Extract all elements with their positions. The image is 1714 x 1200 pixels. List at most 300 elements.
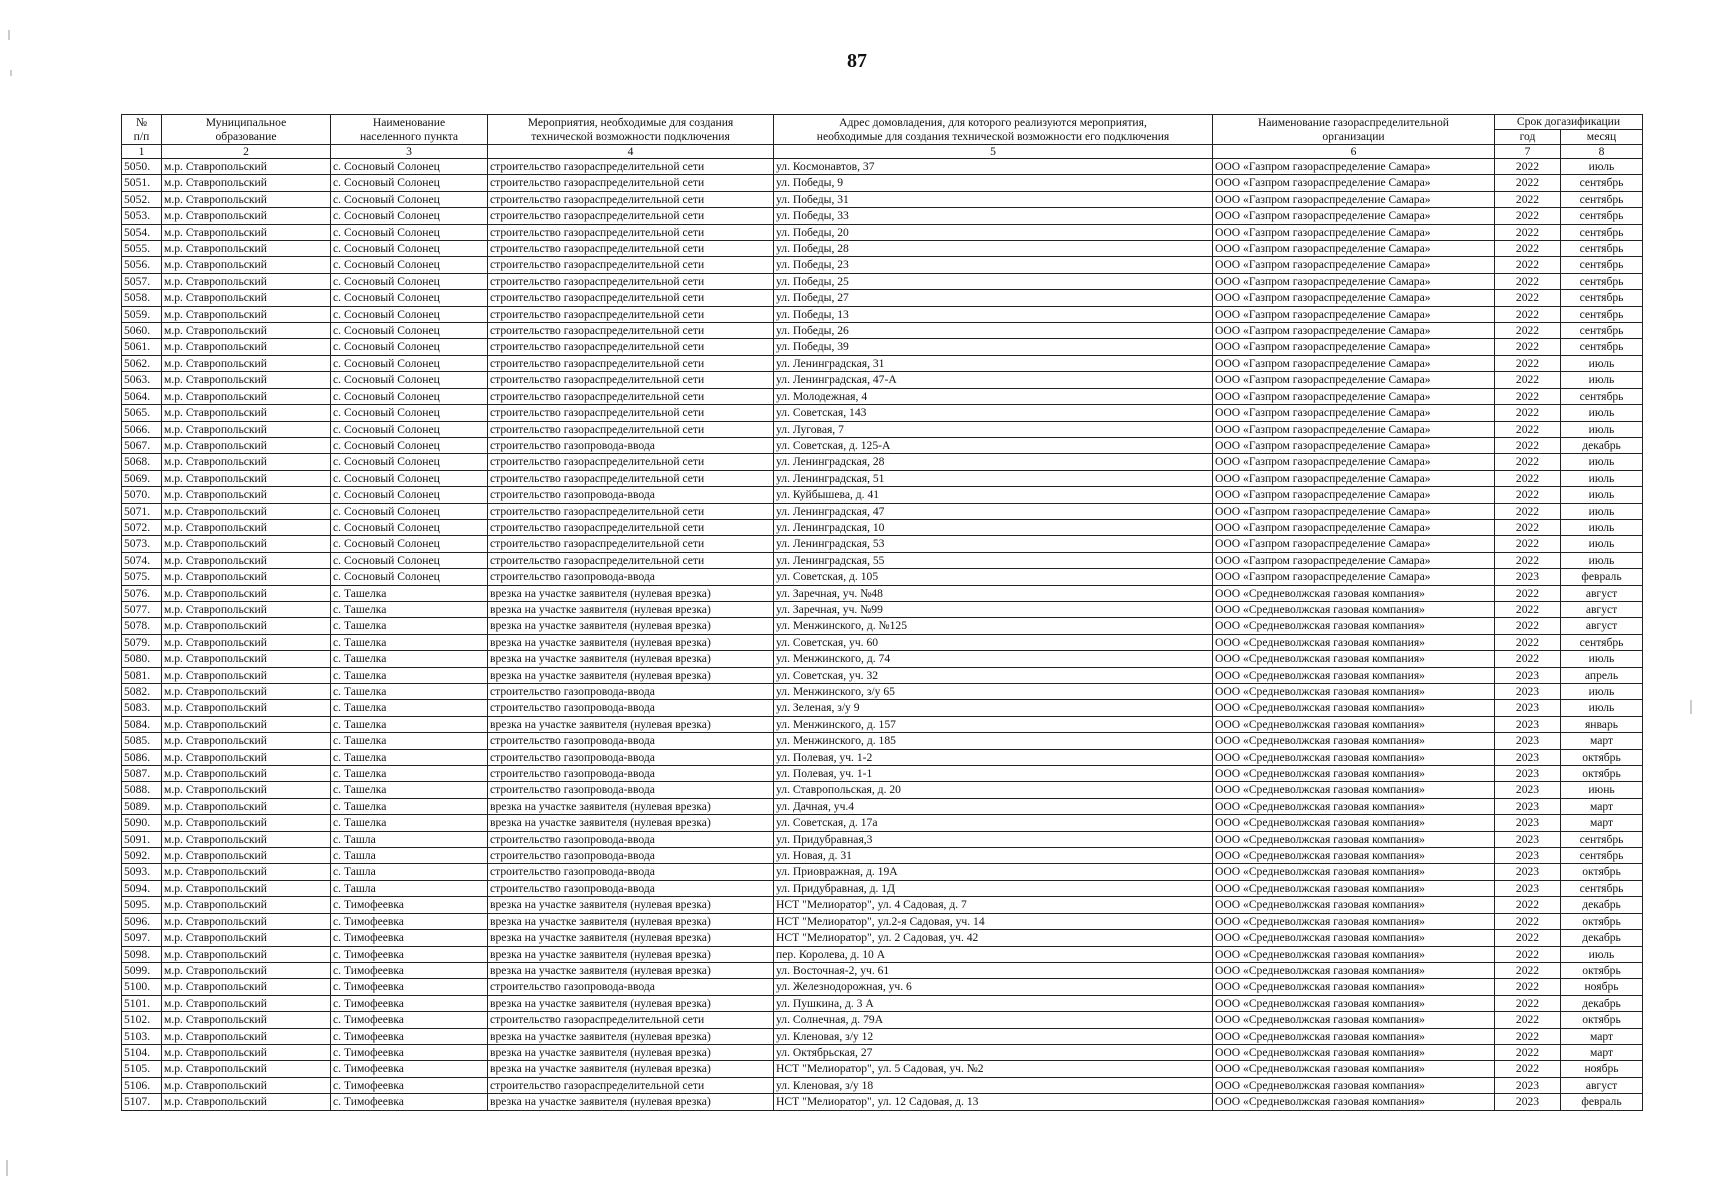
settlement-cell: с. Сосновый Солонец bbox=[331, 191, 488, 207]
municipality-cell: м.р. Ставропольский bbox=[162, 273, 331, 289]
settlement-cell: с. Тимофеевка bbox=[331, 1077, 488, 1093]
address-cell: ул. Ставропольская, д. 20 bbox=[774, 782, 1213, 798]
settlement-cell: с. Ташелка bbox=[331, 585, 488, 601]
year-cell: 2022 bbox=[1495, 618, 1561, 634]
table-row bbox=[122, 962, 1643, 978]
address-cell: ул. Советская, д. 105 bbox=[774, 569, 1213, 585]
municipality-cell: м.р. Ставропольский bbox=[162, 962, 331, 978]
table-row bbox=[122, 323, 1643, 339]
year-cell: 2023 bbox=[1495, 1077, 1561, 1093]
org-cell: ООО «Средневолжская газовая компания» bbox=[1213, 831, 1495, 847]
row-number: 5082. bbox=[122, 684, 162, 700]
address-cell: ул. Менжинского, д. 74 bbox=[774, 651, 1213, 667]
table-row bbox=[122, 536, 1643, 552]
measure-cell: строительство газопровода-ввода bbox=[488, 700, 774, 716]
settlement-cell: с. Ташла bbox=[331, 848, 488, 864]
scan-speck bbox=[1690, 700, 1692, 714]
settlement-cell: с. Тимофеевка bbox=[331, 1012, 488, 1028]
col-number: 4 bbox=[488, 145, 774, 159]
year-cell: 2022 bbox=[1495, 306, 1561, 322]
row-number: 5070. bbox=[122, 487, 162, 503]
row-number: 5067. bbox=[122, 437, 162, 453]
measure-cell: строительство газораспределительной сети bbox=[488, 290, 774, 306]
table-row bbox=[122, 175, 1643, 191]
col-number: 8 bbox=[1561, 145, 1643, 159]
row-number: 5057. bbox=[122, 273, 162, 289]
municipality-cell: м.р. Ставропольский bbox=[162, 290, 331, 306]
table-row bbox=[122, 1012, 1643, 1028]
address-cell: ул. Солнечная, д. 79А bbox=[774, 1012, 1213, 1028]
municipality-cell: м.р. Ставропольский bbox=[162, 208, 331, 224]
address-cell: ул. Полевая, уч. 1-1 bbox=[774, 766, 1213, 782]
table-row bbox=[122, 306, 1643, 322]
municipality-cell: м.р. Ставропольский bbox=[162, 601, 331, 617]
settlement-cell: с. Ташелка bbox=[331, 618, 488, 634]
measure-cell: врезка на участке заявителя (нулевая врезка) bbox=[488, 716, 774, 732]
year-cell: 2023 bbox=[1495, 782, 1561, 798]
measure-cell: строительство газопровода-ввода bbox=[488, 569, 774, 585]
month-cell: октябрь bbox=[1561, 766, 1643, 782]
table-row bbox=[122, 716, 1643, 732]
address-cell: ул. Советская, уч. 32 bbox=[774, 667, 1213, 683]
year-cell: 2022 bbox=[1495, 1044, 1561, 1060]
table-row bbox=[122, 273, 1643, 289]
org-cell: ООО «Средневолжская газовая компания» bbox=[1213, 995, 1495, 1011]
settlement-cell: с. Сосновый Солонец bbox=[331, 421, 488, 437]
table-row bbox=[122, 290, 1643, 306]
year-cell: 2022 bbox=[1495, 159, 1561, 175]
settlement-cell: с. Сосновый Солонец bbox=[331, 355, 488, 371]
year-cell: 2023 bbox=[1495, 667, 1561, 683]
municipality-cell: м.р. Ставропольский bbox=[162, 1094, 331, 1110]
settlement-cell: с. Сосновый Солонец bbox=[331, 569, 488, 585]
col-number: 3 bbox=[331, 145, 488, 159]
settlement-cell: с. Сосновый Солонец bbox=[331, 290, 488, 306]
table-row bbox=[122, 585, 1643, 601]
month-cell: июль bbox=[1561, 372, 1643, 388]
municipality-cell: м.р. Ставропольский bbox=[162, 831, 331, 847]
settlement-cell: с. Ташелка bbox=[331, 766, 488, 782]
year-cell: 2023 bbox=[1495, 684, 1561, 700]
row-number: 5095. bbox=[122, 897, 162, 913]
month-cell: декабрь bbox=[1561, 897, 1643, 913]
org-cell: ООО «Газпром газораспределение Самара» bbox=[1213, 159, 1495, 175]
municipality-cell: м.р. Ставропольский bbox=[162, 684, 331, 700]
address-cell: НСТ "Мелиоратор", ул. 12 Садовая, д. 13 bbox=[774, 1094, 1213, 1110]
table-row bbox=[122, 930, 1643, 946]
org-cell: ООО «Газпром газораспределение Самара» bbox=[1213, 437, 1495, 453]
year-cell: 2023 bbox=[1495, 716, 1561, 732]
row-number: 5089. bbox=[122, 798, 162, 814]
table-row bbox=[122, 700, 1643, 716]
header-address-line-2: необходимые для создания технической возможности его подключения bbox=[816, 129, 1170, 143]
org-cell: ООО «Средневолжская газовая компания» bbox=[1213, 634, 1495, 650]
address-cell: ул. Зеленая, з/у 9 bbox=[774, 700, 1213, 716]
table-row bbox=[122, 503, 1643, 519]
header-org-line-1: Наименование газораспределительной bbox=[1258, 115, 1449, 129]
address-cell: ул. Менжинского, д. 157 bbox=[774, 716, 1213, 732]
address-cell: ул. Ленинградская, 31 bbox=[774, 355, 1213, 371]
measure-cell: врезка на участке заявителя (нулевая врезка) bbox=[488, 897, 774, 913]
org-cell: ООО «Газпром газораспределение Самара» bbox=[1213, 224, 1495, 240]
measure-cell: строительство газопровода-ввода bbox=[488, 437, 774, 453]
municipality-cell: м.р. Ставропольский bbox=[162, 716, 331, 732]
settlement-cell: с. Ташелка bbox=[331, 815, 488, 831]
address-cell: ул. Менжинского, з/у 65 bbox=[774, 684, 1213, 700]
measure-cell: строительство газораспределительной сети bbox=[488, 257, 774, 273]
header-municipality bbox=[162, 115, 331, 145]
year-cell: 2023 bbox=[1495, 831, 1561, 847]
municipality-cell: м.р. Ставропольский bbox=[162, 175, 331, 191]
settlement-cell: с. Сосновый Солонец bbox=[331, 470, 488, 486]
row-number: 5088. bbox=[122, 782, 162, 798]
year-cell: 2022 bbox=[1495, 962, 1561, 978]
municipality-cell: м.р. Ставропольский bbox=[162, 1012, 331, 1028]
measure-cell: строительство газораспределительной сети bbox=[488, 519, 774, 535]
table-row bbox=[122, 1094, 1643, 1110]
table-row bbox=[122, 618, 1643, 634]
year-cell: 2022 bbox=[1495, 290, 1561, 306]
settlement-cell: с. Сосновый Солонец bbox=[331, 175, 488, 191]
org-cell: ООО «Газпром газораспределение Самара» bbox=[1213, 519, 1495, 535]
municipality-cell: м.р. Ставропольский bbox=[162, 487, 331, 503]
org-cell: ООО «Газпром газораспределение Самара» bbox=[1213, 405, 1495, 421]
org-cell: ООО «Средневолжская газовая компания» bbox=[1213, 1044, 1495, 1060]
header-municipality-line-2: образование bbox=[215, 129, 277, 143]
org-cell: ООО «Средневолжская газовая компания» bbox=[1213, 798, 1495, 814]
settlement-cell: с. Ташелка bbox=[331, 634, 488, 650]
row-number: 5091. bbox=[122, 831, 162, 847]
year-cell: 2022 bbox=[1495, 454, 1561, 470]
month-cell: июль bbox=[1561, 159, 1643, 175]
municipality-cell: м.р. Ставропольский bbox=[162, 355, 331, 371]
municipality-cell: м.р. Ставропольский bbox=[162, 1077, 331, 1093]
address-cell: ул. Ленинградская, 47 bbox=[774, 503, 1213, 519]
org-cell: ООО «Газпром газораспределение Самара» bbox=[1213, 487, 1495, 503]
measure-cell: врезка на участке заявителя (нулевая врезка) bbox=[488, 913, 774, 929]
address-cell: ул. Заречная, уч. №48 bbox=[774, 585, 1213, 601]
month-cell: декабрь bbox=[1561, 930, 1643, 946]
measure-cell: строительство газораспределительной сети bbox=[488, 273, 774, 289]
month-cell: сентябрь bbox=[1561, 191, 1643, 207]
year-cell: 2022 bbox=[1495, 552, 1561, 568]
org-cell: ООО «Средневолжская газовая компания» bbox=[1213, 913, 1495, 929]
row-number: 5054. bbox=[122, 224, 162, 240]
measure-cell: врезка на участке заявителя (нулевая врезка) bbox=[488, 634, 774, 650]
settlement-cell: с. Ташла bbox=[331, 831, 488, 847]
address-cell: ул. Кленовая, з/у 12 bbox=[774, 1028, 1213, 1044]
address-cell: ул. Победы, 33 bbox=[774, 208, 1213, 224]
table-row bbox=[122, 569, 1643, 585]
month-cell: сентябрь bbox=[1561, 257, 1643, 273]
table-row bbox=[122, 979, 1643, 995]
header-no bbox=[122, 115, 162, 145]
year-cell: 2023 bbox=[1495, 749, 1561, 765]
month-cell: сентябрь bbox=[1561, 848, 1643, 864]
measure-cell: строительство газораспределительной сети bbox=[488, 405, 774, 421]
settlement-cell: с. Ташелка bbox=[331, 716, 488, 732]
col-number: 5 bbox=[774, 145, 1213, 159]
month-cell: февраль bbox=[1561, 569, 1643, 585]
org-cell: ООО «Средневолжская газовая компания» bbox=[1213, 1028, 1495, 1044]
month-cell: сентябрь bbox=[1561, 339, 1643, 355]
month-cell: июль bbox=[1561, 651, 1643, 667]
org-cell: ООО «Газпром газораспределение Самара» bbox=[1213, 536, 1495, 552]
municipality-cell: м.р. Ставропольский bbox=[162, 437, 331, 453]
month-cell: март bbox=[1561, 1028, 1643, 1044]
org-cell: ООО «Средневолжская газовая компания» bbox=[1213, 733, 1495, 749]
address-cell: ул. Советская, д. 17а bbox=[774, 815, 1213, 831]
month-cell: июль bbox=[1561, 519, 1643, 535]
month-cell: август bbox=[1561, 585, 1643, 601]
row-number: 5087. bbox=[122, 766, 162, 782]
org-cell: ООО «Средневолжская газовая компания» bbox=[1213, 1094, 1495, 1110]
year-cell: 2022 bbox=[1495, 405, 1561, 421]
month-cell: июль bbox=[1561, 684, 1643, 700]
table-row bbox=[122, 634, 1643, 650]
month-cell: ноябрь bbox=[1561, 1061, 1643, 1077]
municipality-cell: м.р. Ставропольский bbox=[162, 191, 331, 207]
municipality-cell: м.р. Ставропольский bbox=[162, 897, 331, 913]
month-cell: сентябрь bbox=[1561, 241, 1643, 257]
table-row bbox=[122, 241, 1643, 257]
header-term: Срок догазификации bbox=[1495, 115, 1643, 130]
measure-cell: строительство газораспределительной сети bbox=[488, 454, 774, 470]
table-row bbox=[122, 601, 1643, 617]
settlement-cell: с. Тимофеевка bbox=[331, 1044, 488, 1060]
row-number: 5078. bbox=[122, 618, 162, 634]
row-number: 5051. bbox=[122, 175, 162, 191]
measure-cell: строительство газопровода-ввода bbox=[488, 848, 774, 864]
address-cell: ул. Дачная, уч.4 bbox=[774, 798, 1213, 814]
year-cell: 2022 bbox=[1495, 273, 1561, 289]
org-cell: ООО «Средневолжская газовая компания» bbox=[1213, 946, 1495, 962]
settlement-cell: с. Сосновый Солонец bbox=[331, 437, 488, 453]
municipality-cell: м.р. Ставропольский bbox=[162, 323, 331, 339]
row-number: 5073. bbox=[122, 536, 162, 552]
table-row bbox=[122, 552, 1643, 568]
table-header bbox=[122, 115, 1643, 159]
org-cell: ООО «Газпром газораспределение Самара» bbox=[1213, 372, 1495, 388]
year-cell: 2022 bbox=[1495, 651, 1561, 667]
measure-cell: строительство газораспределительной сети bbox=[488, 388, 774, 404]
measure-cell: строительство газораспределительной сети bbox=[488, 175, 774, 191]
municipality-cell: м.р. Ставропольский bbox=[162, 913, 331, 929]
year-cell: 2023 bbox=[1495, 733, 1561, 749]
month-cell: декабрь bbox=[1561, 437, 1643, 453]
address-cell: ул. Полевая, уч. 1-2 bbox=[774, 749, 1213, 765]
settlement-cell: с. Сосновый Солонец bbox=[331, 454, 488, 470]
row-number: 5098. bbox=[122, 946, 162, 962]
year-cell: 2022 bbox=[1495, 191, 1561, 207]
table-row bbox=[122, 782, 1643, 798]
table-row bbox=[122, 487, 1643, 503]
municipality-cell: м.р. Ставропольский bbox=[162, 388, 331, 404]
measure-cell: строительство газораспределительной сети bbox=[488, 191, 774, 207]
address-cell: ул. Победы, 20 bbox=[774, 224, 1213, 240]
row-number: 5066. bbox=[122, 421, 162, 437]
gasification-table bbox=[121, 114, 1643, 1111]
org-cell: ООО «Газпром газораспределение Самара» bbox=[1213, 388, 1495, 404]
header-measures bbox=[488, 115, 774, 145]
table-row bbox=[122, 815, 1643, 831]
table-row bbox=[122, 1077, 1643, 1093]
measure-cell: врезка на участке заявителя (нулевая врезка) bbox=[488, 1094, 774, 1110]
address-cell: ул. Октябрьская, 27 bbox=[774, 1044, 1213, 1060]
month-cell: июль bbox=[1561, 946, 1643, 962]
year-cell: 2022 bbox=[1495, 208, 1561, 224]
table-row bbox=[122, 519, 1643, 535]
row-number: 5092. bbox=[122, 848, 162, 864]
measure-cell: врезка на участке заявителя (нулевая врезка) bbox=[488, 667, 774, 683]
org-cell: ООО «Средневолжская газовая компания» bbox=[1213, 700, 1495, 716]
year-cell: 2022 bbox=[1495, 1061, 1561, 1077]
year-cell: 2022 bbox=[1495, 437, 1561, 453]
header-address bbox=[774, 115, 1213, 145]
year-cell: 2022 bbox=[1495, 372, 1561, 388]
address-cell: ул. Кленовая, з/у 18 bbox=[774, 1077, 1213, 1093]
table-row bbox=[122, 831, 1643, 847]
settlement-cell: с. Ташелка bbox=[331, 667, 488, 683]
table-row bbox=[122, 388, 1643, 404]
municipality-cell: м.р. Ставропольский bbox=[162, 1061, 331, 1077]
settlement-cell: с. Тимофеевка bbox=[331, 962, 488, 978]
table-row bbox=[122, 372, 1643, 388]
org-cell: ООО «Газпром газораспределение Самара» bbox=[1213, 191, 1495, 207]
month-cell: июль bbox=[1561, 470, 1643, 486]
row-number: 5060. bbox=[122, 323, 162, 339]
scan-speck bbox=[10, 70, 12, 76]
municipality-cell: м.р. Ставропольский bbox=[162, 798, 331, 814]
settlement-cell: с. Ташелка bbox=[331, 733, 488, 749]
org-cell: ООО «Газпром газораспределение Самара» bbox=[1213, 569, 1495, 585]
municipality-cell: м.р. Ставропольский bbox=[162, 815, 331, 831]
row-number: 5079. bbox=[122, 634, 162, 650]
settlement-cell: с. Ташелка bbox=[331, 651, 488, 667]
row-number: 5059. bbox=[122, 306, 162, 322]
measure-cell: строительство газораспределительной сети bbox=[488, 536, 774, 552]
measure-cell: строительство газораспределительной сети bbox=[488, 159, 774, 175]
org-cell: ООО «Газпром газораспределение Самара» bbox=[1213, 175, 1495, 191]
month-cell: сентябрь bbox=[1561, 224, 1643, 240]
municipality-cell: м.р. Ставропольский bbox=[162, 306, 331, 322]
row-number: 5104. bbox=[122, 1044, 162, 1060]
municipality-cell: м.р. Ставропольский bbox=[162, 1028, 331, 1044]
address-cell: ул. Ленинградская, 55 bbox=[774, 552, 1213, 568]
table-row bbox=[122, 766, 1643, 782]
col-number: 2 bbox=[162, 145, 331, 159]
col-number: 7 bbox=[1495, 145, 1561, 159]
table-row bbox=[122, 684, 1643, 700]
year-cell: 2022 bbox=[1495, 634, 1561, 650]
month-cell: июль bbox=[1561, 503, 1643, 519]
settlement-cell: с. Сосновый Солонец bbox=[331, 208, 488, 224]
header-no-sub-label: п/п bbox=[133, 129, 150, 143]
settlement-cell: с. Сосновый Солонец bbox=[331, 306, 488, 322]
month-cell: сентябрь bbox=[1561, 273, 1643, 289]
measure-cell: строительство газораспределительной сети bbox=[488, 552, 774, 568]
settlement-cell: с. Тимофеевка bbox=[331, 913, 488, 929]
org-cell: ООО «Газпром газораспределение Самара» bbox=[1213, 503, 1495, 519]
measure-cell: строительство газораспределительной сети bbox=[488, 323, 774, 339]
measure-cell: строительство газораспределительной сети bbox=[488, 224, 774, 240]
municipality-cell: м.р. Ставропольский bbox=[162, 782, 331, 798]
settlement-cell: с. Тимофеевка bbox=[331, 930, 488, 946]
org-cell: ООО «Газпром газораспределение Самара» bbox=[1213, 470, 1495, 486]
settlement-cell: с. Тимофеевка bbox=[331, 979, 488, 995]
table-row bbox=[122, 667, 1643, 683]
header-settlement-line-1: Наименование bbox=[372, 115, 446, 129]
address-cell: ул. Менжинского, д. №125 bbox=[774, 618, 1213, 634]
address-cell: ул. Ленинградская, 51 bbox=[774, 470, 1213, 486]
month-cell: июль bbox=[1561, 700, 1643, 716]
year-cell: 2022 bbox=[1495, 339, 1561, 355]
measure-cell: строительство газораспределительной сети bbox=[488, 208, 774, 224]
settlement-cell: с. Сосновый Солонец bbox=[331, 487, 488, 503]
org-cell: ООО «Газпром газораспределение Самара» bbox=[1213, 241, 1495, 257]
year-cell: 2022 bbox=[1495, 536, 1561, 552]
col-number: 1 bbox=[122, 145, 162, 159]
table-row bbox=[122, 864, 1643, 880]
year-cell: 2022 bbox=[1495, 601, 1561, 617]
address-cell: ул. Ленинградская, 47-А bbox=[774, 372, 1213, 388]
table-row bbox=[122, 339, 1643, 355]
row-number: 5102. bbox=[122, 1012, 162, 1028]
month-cell: сентябрь bbox=[1561, 290, 1643, 306]
row-number: 5065. bbox=[122, 405, 162, 421]
month-cell: апрель bbox=[1561, 667, 1643, 683]
measure-cell: врезка на участке заявителя (нулевая врезка) bbox=[488, 618, 774, 634]
col-number: 6 bbox=[1213, 145, 1495, 159]
measure-cell: строительство газопровода-ввода bbox=[488, 864, 774, 880]
header-month: месяц bbox=[1561, 130, 1643, 145]
org-cell: ООО «Средневолжская газовая компания» bbox=[1213, 618, 1495, 634]
year-cell: 2022 bbox=[1495, 388, 1561, 404]
month-cell: сентябрь bbox=[1561, 175, 1643, 191]
measure-cell: строительство газораспределительной сети bbox=[488, 421, 774, 437]
settlement-cell: с. Ташла bbox=[331, 880, 488, 896]
measure-cell: строительство газораспределительной сети bbox=[488, 470, 774, 486]
year-cell: 2022 bbox=[1495, 355, 1561, 371]
measure-cell: врезка на участке заявителя (нулевая врезка) bbox=[488, 798, 774, 814]
org-cell: ООО «Средневолжская газовая компания» bbox=[1213, 815, 1495, 831]
municipality-cell: м.р. Ставропольский bbox=[162, 241, 331, 257]
row-number: 5086. bbox=[122, 749, 162, 765]
month-cell: декабрь bbox=[1561, 995, 1643, 1011]
table-row bbox=[122, 880, 1643, 896]
measure-cell: врезка на участке заявителя (нулевая врезка) bbox=[488, 962, 774, 978]
municipality-cell: м.р. Ставропольский bbox=[162, 405, 331, 421]
table-row bbox=[122, 405, 1643, 421]
municipality-cell: м.р. Ставропольский bbox=[162, 864, 331, 880]
org-cell: ООО «Средневолжская газовая компания» bbox=[1213, 979, 1495, 995]
municipality-cell: м.р. Ставропольский bbox=[162, 159, 331, 175]
row-number: 5056. bbox=[122, 257, 162, 273]
row-number: 5084. bbox=[122, 716, 162, 732]
year-cell: 2022 bbox=[1495, 175, 1561, 191]
table-row bbox=[122, 1044, 1643, 1060]
address-cell: ул. Ленинградская, 28 bbox=[774, 454, 1213, 470]
address-cell: ул. Молодежная, 4 bbox=[774, 388, 1213, 404]
municipality-cell: м.р. Ставропольский bbox=[162, 651, 331, 667]
municipality-cell: м.р. Ставропольский bbox=[162, 470, 331, 486]
month-cell: август bbox=[1561, 618, 1643, 634]
table-row bbox=[122, 733, 1643, 749]
month-cell: март bbox=[1561, 798, 1643, 814]
measure-cell: врезка на участке заявителя (нулевая врезка) bbox=[488, 1044, 774, 1060]
address-cell: ул. Придубравная,3 bbox=[774, 831, 1213, 847]
row-number: 5076. bbox=[122, 585, 162, 601]
